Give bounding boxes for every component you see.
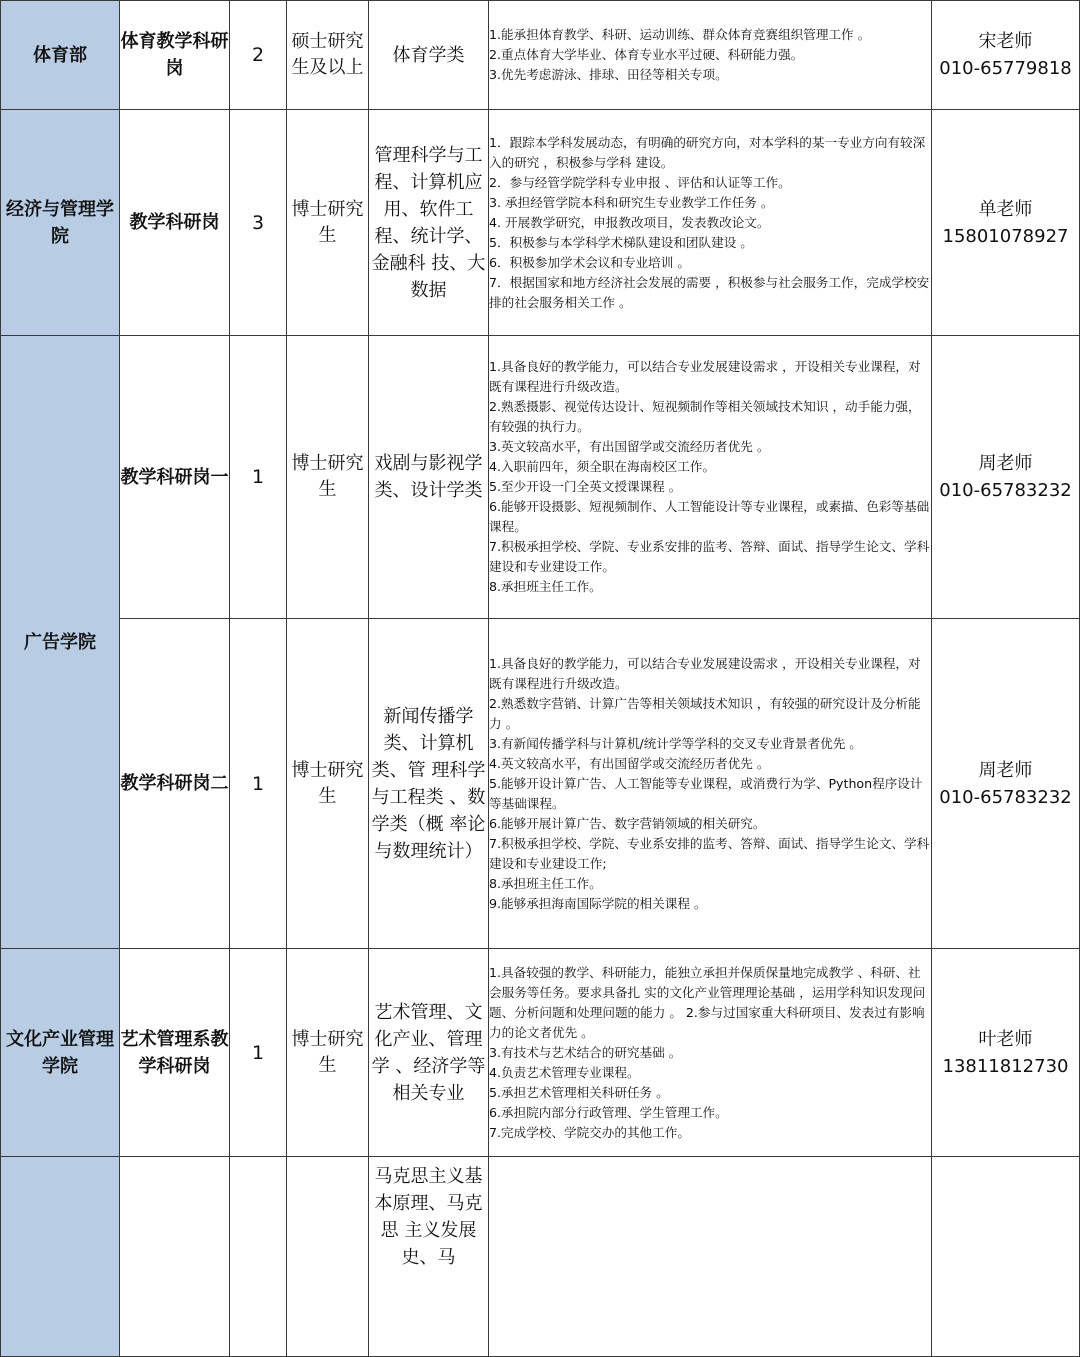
education-cell [287,1157,369,1357]
major-cell: 马克思主义基本原理、马克思 主义发展史、马 [369,1157,489,1357]
table-row [1,949,1080,1157]
major-cell: 新闻传播学类、计算机类、管 理科学与工程类 、数学类（概 率论与数理统计） [369,619,489,949]
contact-phone: 15801078927 [942,225,1069,247]
requirement-line: 2.熟悉数字营销、计算广告等相关领域技术知识 ，有较强的研究设计及分析能力 。 [489,695,921,731]
requirements-cell [489,1,932,110]
requirement-line: 5.能够开设计算广告、人工智能等专业课程，或消费行为学、Python程序设计等基础课程。 [489,775,923,811]
position-cell: 教学科研岗二 [120,619,230,949]
contact-name: 周老师 [978,453,1033,474]
requirement-line: 5.承担艺术管理相关科研任务 。 [489,1084,669,1100]
position-cell: 体育教学科研岗 [120,1,230,110]
contact-cell [932,949,1080,1157]
requirements-cell [489,110,932,336]
major-cell: 艺术管理、文化产业、管理学 、经济学等相关专业 [369,949,489,1157]
requirement-line: 3. 承担经管学院本科和研究生专业教学工作任务 。 [489,194,774,210]
education-cell: 博士研究生 [287,110,369,336]
contact-cell [932,1157,1080,1357]
contact-cell [932,336,1080,619]
requirement-line: 1.能承担体育教学、科研、运动训练、群众体育竞赛组织管理工作 。 [489,27,871,42]
requirement-line: 2.熟悉摄影、视觉传达设计、短视频制作等相关领域技术知识 ，动手能力强，有较强的执行力。 [489,399,921,434]
requirement-line: 1．跟踪本学科发展动态，有明确的研究方向，对本学科的某一专业方向有较深入的研究 ，积极参与学科 建设。 [489,134,926,170]
requirement-line: 4.入职前四年，须全职在海南校区工作。 [489,459,716,474]
headcount-cell: 1 [230,619,287,949]
requirements-cell [489,949,932,1157]
education-cell: 硕士研究生及以上 [287,1,369,110]
requirements-cell [489,336,932,619]
requirement-line: 8.承担班主任工作。 [489,579,602,594]
contact-phone: 13811812730 [942,1055,1069,1077]
requirement-line: 4.负责艺术管理专业课程。 [489,1064,640,1080]
education-cell: 博士研究生 [287,336,369,619]
requirement-line: 1.具备良好的教学能力，可以结合专业发展建设需求 ，开设相关专业课程，对既有课程进行升级改造。 [489,655,921,691]
department-cell: 文化产业管理 学院 [1,949,120,1157]
education-cell: 博士研究生 [287,619,369,949]
table-row [1,1,1080,110]
contact-cell [932,110,1080,336]
headcount-cell: 1 [230,949,287,1157]
position-cell: 教学科研岗 [120,110,230,336]
department-cell: 经济与管理学院 [1,110,120,336]
position-cell [120,1157,230,1357]
requirements-cell [489,1157,932,1357]
major-cell: 管理科学与工程、计算机应用、软件工程、统计学、金融科 技、大数据 [369,110,489,336]
headcount-cell: 3 [230,110,287,336]
headcount-cell [230,1157,287,1357]
contact-cell [932,1,1080,110]
requirement-line: 3.英文较高水平，有出国留学或交流经历者优先 。 [489,439,770,454]
table-row [1,1157,1080,1357]
department-cell: 体育部 [1,1,120,110]
requirement-line: 6.承担院内部分行政管理、学生管理工作。 [489,1104,728,1120]
education-cell: 博士研究生 [287,949,369,1157]
requirement-line: 1.具备良好的教学能力，可以结合专业发展建设需求 ，开设相关专业课程，对既有课程进行升级改造。 [489,359,921,394]
requirement-line: 9.能够承担海南国际学院的相关课程 。 [489,895,707,911]
requirement-line: 4. 开展教学研究，申报教改项目，发表教改论文。 [489,214,770,230]
contact-phone: 010-65783232 [939,480,1072,501]
contact-name: 宋老师 [978,31,1033,52]
contact-cell [932,619,1080,949]
requirement-line: 1.具备较强的教学、科研能力，能独立承担并保质保量地完成教学 、科研、社会服务等任务。要求具备扎 实的文化产业管理理论基础 ，运用学科知识发现问题、分析问题和处理问题的能力 。 2.参与过国家重大科研项目、发表过有影响力的论文者优先 。 [489,964,926,1040]
contact-name: 单老师 [978,198,1033,220]
requirement-line: 6.能够开设摄影、短视频制作、人工智能设计等专业课程，或素描、色彩等基础课程。 [489,499,930,534]
requirement-line: 8.承担班主任工作。 [489,875,602,891]
department-cell [1,1157,120,1357]
contact-name: 叶老师 [978,1028,1033,1050]
table-row [1,336,1080,619]
requirement-line: 5.至少开设一门全英文授课课程 。 [489,479,682,494]
requirement-line: 2.重点体育大学毕业、体育专业水平过硬、科研能力强。 [489,47,804,62]
requirement-line: 7.积极承担学校、学院、专业系安排的监考、答辩、面试、指导学生论文、学科建设和专业建设工作; [489,835,930,871]
requirement-line: 3.有新闻传播学科与计算机/统计学等学科的交叉专业背景者优先 。 [489,735,862,751]
requirement-line: 7.完成学校、学院交办的其他工作。 [489,1124,690,1140]
contact-phone: 010-65783232 [939,786,1072,808]
department-cell: 广告学院 [1,336,120,949]
requirement-line: 6.能够开展计算广告、数字营销领域的相关研究。 [489,815,766,831]
requirement-line: 3.有技术与艺术结合的研究基础 。 [489,1044,682,1060]
table-row [1,619,1080,949]
requirements-cell [489,619,932,949]
requirement-line: 7.积极承担学校、学院、专业系安排的监考、答辩、面试、指导学生论文、学科建设和专业建设工作。 [489,539,930,574]
position-cell: 教学科研岗一 [120,336,230,619]
requirement-line: 5．积极参与本学科学术梯队建设和团队建设 。 [489,234,753,250]
major-cell: 体育学类 [369,1,489,110]
requirement-line: 3.优先考虑游泳、排球、田径等相关专项。 [489,67,728,82]
requirement-line: 6．积极参加学术会议和专业培训 。 [489,254,690,270]
contact-name: 周老师 [978,759,1033,781]
headcount-cell: 1 [230,336,287,619]
major-cell: 戏剧与影视学类、设计学类 [369,336,489,619]
table-row [1,110,1080,336]
requirement-line: 4.英文较高水平，有出国留学或交流经历者优先 。 [489,755,770,771]
contact-phone: 010-65779818 [939,58,1072,79]
requirement-line: 7．根据国家和地方经济社会发展的需要 ，积极参与社会服务工作，完成学校安排的社会服务相关工作 。 [489,274,930,310]
position-cell: 艺术管理系教学科研岗 [120,949,230,1157]
headcount-cell: 2 [230,1,287,110]
requirement-line: 2．参与经管学院学科专业申报 、评估和认证等工作。 [489,174,791,190]
